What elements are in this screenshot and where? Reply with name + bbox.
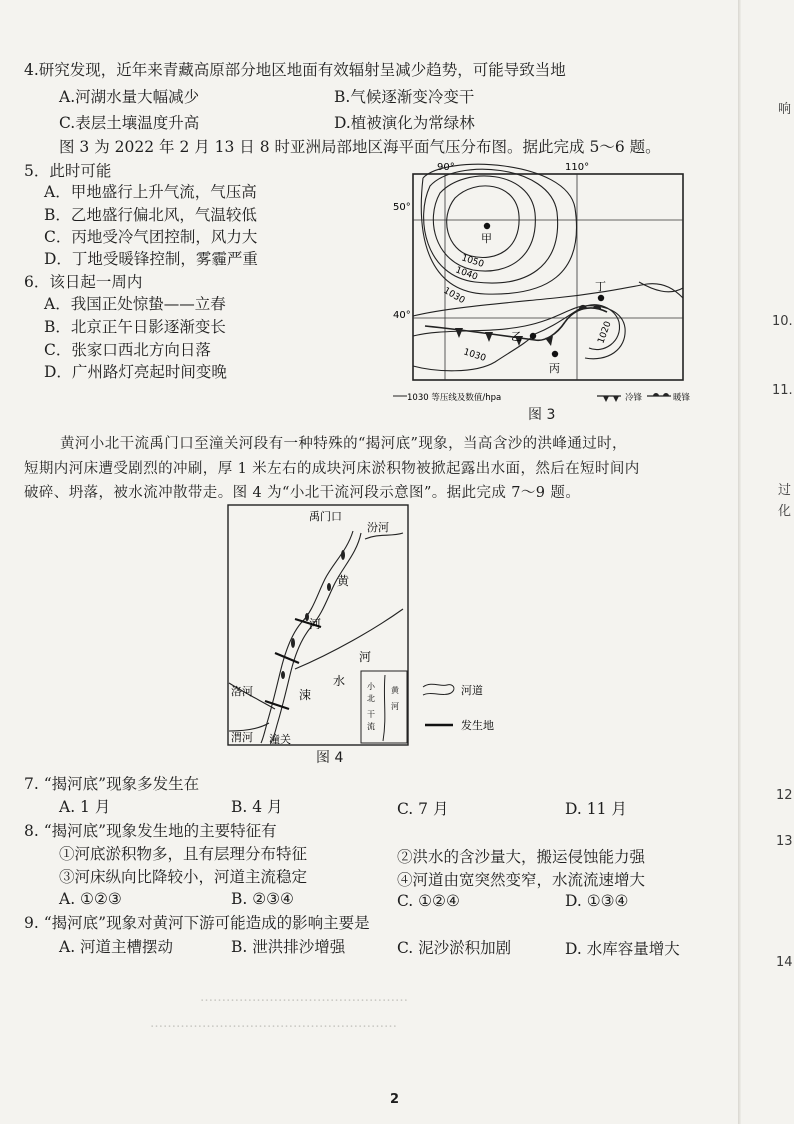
isobar-east bbox=[639, 282, 683, 292]
bleed-through-line: ………………………………………………… bbox=[150, 1016, 397, 1031]
q5-option-c: C．丙地受冷气团控制，风力大 bbox=[44, 228, 258, 246]
lat-50-label: 50° bbox=[393, 202, 411, 213]
legend-warm-label: 暖锋 bbox=[673, 393, 691, 403]
iso-label-1020: 1020 bbox=[596, 320, 614, 346]
q7-option-c: C. 7 月 bbox=[397, 800, 449, 818]
iso-label-1030a: 1030 bbox=[441, 285, 467, 307]
edge-text: 10. bbox=[772, 314, 793, 329]
river-segment-figure bbox=[225, 503, 525, 749]
label-yumenkou: 禹门口 bbox=[309, 510, 342, 523]
isobar-inner bbox=[447, 186, 519, 258]
q8-stem: 8. “揭河底”现象发生地的主要特征有 bbox=[24, 822, 277, 840]
marker-bing bbox=[552, 351, 558, 357]
q7-option-b: B. 4 月 bbox=[231, 798, 283, 816]
figure-4-caption: 图 4 bbox=[316, 750, 344, 766]
intro-7-9-line3: 破碎、坍落，被水流冲散带走。图 4 为“小北干流河段示意图”。据此完成 7～9 题。 bbox=[24, 485, 581, 501]
legend-site-label: 发生地 bbox=[461, 719, 494, 732]
legend-channel-swatch bbox=[423, 684, 454, 695]
q9-option-b: B. 泄洪排沙增强 bbox=[231, 938, 346, 956]
cold-front-line bbox=[425, 322, 565, 340]
label-he2: 河 bbox=[359, 650, 372, 664]
q7-stem: 7. “揭河底”现象多发生在 bbox=[24, 775, 200, 793]
inset-label-huang: 黄 bbox=[391, 686, 399, 695]
q5-stem: 5．此时可能 bbox=[24, 162, 112, 180]
bleed-through-line: ………………………………………… bbox=[200, 990, 408, 1005]
q8-option-b: B. ②③④ bbox=[231, 890, 294, 908]
q9-stem: 9. “揭河底”现象对黄河下游可能造成的影响主要是 bbox=[24, 914, 370, 932]
q6-stem: 6．该日起一周内 bbox=[24, 273, 143, 291]
intro-5-6: 图 3 为 2022 年 2 月 13 日 8 时亚洲局部地区海平面气压分布图。据此完成 5～6 题。 bbox=[59, 138, 661, 156]
isobar-1050 bbox=[433, 176, 535, 271]
q4-option-c: C.表层土壤温度升高 bbox=[59, 114, 200, 132]
lon-110-label: 110° bbox=[565, 162, 590, 173]
q7-option-d: D. 11 月 bbox=[565, 800, 627, 818]
edge-text: 13 bbox=[776, 834, 793, 849]
q4-option-b: B.气候逐渐变冷变干 bbox=[334, 88, 475, 106]
legend-isobar-label: 1030 等压线及数值/hpa bbox=[407, 393, 502, 403]
inset-label-liu: 流 bbox=[367, 722, 375, 731]
iso-label-1050: 1050 bbox=[460, 253, 485, 270]
map-frame bbox=[413, 174, 683, 380]
edge-text: 响 bbox=[778, 102, 792, 117]
intro-7-9-line1: 黄河小北干流禹门口至潼关河段有一种特殊的“揭河底”现象，当高含沙的洪峰通过时， bbox=[60, 436, 627, 452]
q6-option-d: D．广州路灯亮起时间变晚 bbox=[44, 363, 227, 381]
q5-option-d: D．丁地受暖锋控制，雾霾严重 bbox=[44, 250, 258, 268]
q8-option-d: D. ①③④ bbox=[565, 892, 629, 910]
lon-90-label: 90° bbox=[437, 162, 455, 173]
label-jia: 甲 bbox=[481, 232, 492, 245]
label-ding: 丁 bbox=[595, 280, 606, 293]
q8-statement-3: ③河床纵向比降较小，河道主流稳定 bbox=[59, 868, 308, 886]
label-bing: 丙 bbox=[549, 362, 560, 375]
q5-option-a: A．甲地盛行上升气流，气压高 bbox=[44, 183, 257, 201]
page-fold bbox=[738, 0, 741, 1124]
q8-statement-1: ①河底淤积物多，且有层理分布特征 bbox=[59, 845, 308, 863]
legend-cold-label: 冷锋 bbox=[625, 393, 643, 403]
edge-text: 14 bbox=[776, 955, 793, 970]
marker-yi bbox=[530, 333, 536, 339]
q4-stem: 4.研究发现，近年来青藏高原部分地区地面有效辐射呈减少趋势，可能导致当地 bbox=[24, 61, 566, 79]
site-marker-2 bbox=[275, 653, 299, 663]
wei-river bbox=[229, 723, 269, 731]
label-weihe: 渭河 bbox=[231, 731, 253, 744]
q4-option-d: D.植被演化为常绿林 bbox=[334, 114, 475, 132]
q8-option-c: C. ①②④ bbox=[397, 892, 460, 910]
q9-option-d: D. 水库容量增大 bbox=[565, 940, 680, 958]
q9-option-a: A. 河道主槽摆动 bbox=[59, 938, 174, 956]
marker-jia bbox=[484, 223, 490, 229]
iso-label-1040: 1040 bbox=[453, 265, 479, 283]
label-tongguan: 潼关 bbox=[269, 733, 291, 746]
q6-option-b: B．北京正午日影逐渐变长 bbox=[44, 318, 226, 336]
legend-channel-label: 河道 bbox=[461, 684, 483, 697]
q6-option-c: C．张家口西北方向日落 bbox=[44, 341, 211, 359]
label-su: 涑 bbox=[299, 688, 312, 702]
iso-label-1030b: 1030 bbox=[462, 347, 487, 364]
q8-option-a: A. ①②③ bbox=[59, 890, 122, 908]
intro-7-9-line2: 短期内河床遭受剧烈的冲刷，厚 1 米左右的成块河床淤积物被掀起露出水面，然后在短时间内 bbox=[24, 461, 640, 477]
q4-option-a: A.河湖水量大幅减少 bbox=[59, 88, 200, 106]
inset-label-he: 河 bbox=[391, 702, 399, 711]
edge-text: 11. bbox=[772, 383, 793, 398]
q6-option-a: A．我国正处惊蛰——立春 bbox=[44, 295, 226, 313]
marker-ding bbox=[598, 295, 604, 301]
page-number: 2 bbox=[390, 1092, 400, 1107]
edge-text: 12 bbox=[776, 788, 793, 803]
label-yi: 乙 bbox=[511, 330, 522, 343]
inset-label-xiao: 小 bbox=[367, 682, 375, 691]
q7-option-a: A. 1 月 bbox=[59, 798, 111, 816]
label-fenhe: 汾河 bbox=[367, 521, 389, 534]
pressure-map-figure bbox=[385, 158, 695, 406]
inset-label-bei: 北 bbox=[367, 694, 375, 703]
q8-statement-2: ②洪水的含沙量大，搬运侵蚀能力强 bbox=[397, 848, 646, 866]
q5-option-b: B．乙地盛行偏北风，气温较低 bbox=[44, 206, 257, 224]
edge-text: 化 bbox=[778, 504, 792, 519]
q9-option-c: C. 泥沙淤积加剧 bbox=[397, 939, 512, 957]
figure-3-caption: 图 3 bbox=[528, 407, 556, 423]
isobar-1030a bbox=[421, 164, 576, 294]
label-luohe: 洛河 bbox=[231, 685, 253, 698]
yellow-river-channel bbox=[261, 531, 361, 743]
lat-40-label: 40° bbox=[393, 310, 411, 321]
label-he: 河 bbox=[309, 617, 322, 631]
edge-text: 过 bbox=[778, 483, 792, 498]
q8-statement-4: ④河道由宽突然变窄，水流流速增大 bbox=[397, 871, 646, 889]
label-shui: 水 bbox=[333, 674, 346, 688]
inset-label-gan: 干 bbox=[367, 710, 375, 719]
label-huang: 黄 bbox=[337, 574, 350, 588]
